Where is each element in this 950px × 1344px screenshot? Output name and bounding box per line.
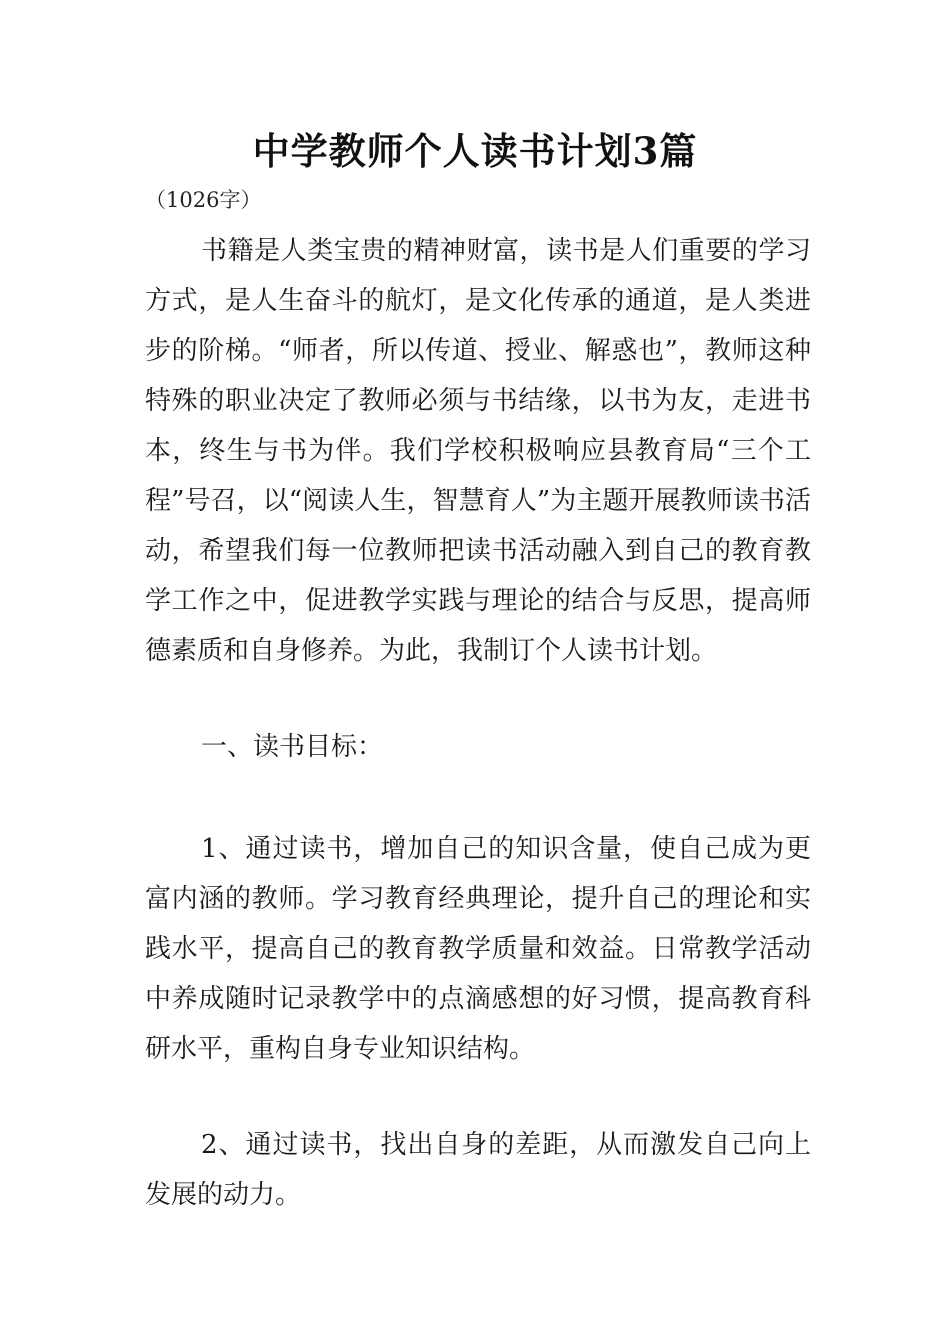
- word-count: （1026字）: [145, 188, 262, 212]
- document-title: 中学教师个人读书计划3篇: [252, 129, 698, 173]
- goal-item-1: 1、通过读书，增加自己的知识含量，使自己成为更富内涵的教师。学习教育经典理论，提升自己的理论和实践水平，提高自己的教育教学质量和效益。日常教学活动中养成随时记录教学中的点滴感想的好习惯，提高教育科研水平，重构自身专业知识结构。: [145, 834, 811, 1064]
- intro-paragraph: 书籍是人类宝贵的精神财富，读书是人们重要的学习方式，是人生奋斗的航灯，是文化传承的通道，是人类进步的阶梯。“师者，所以传道、授业、解惑也”，教师这种特殊的职业决定了教师必须与书结缘，以书为友，走进书本，终生与书为伴。我们学校积极响应县教育局“三个工程”号召，以“阅读人生，智慧育人”为主题开展教师读书活动，希望我们每一位教师把读书活动融入到自己的教育教学工作之中，促进教学实践与理论的结合与反思，提高师德素质和自身修养。为此，我制订个人读书计划。: [145, 236, 811, 666]
- goal-item-2: 2、通过读书，找出自身的差距，从而激发自己向上发展的动力。: [145, 1130, 811, 1210]
- section-heading-reading-goals: 一、读书目标：: [201, 732, 384, 762]
